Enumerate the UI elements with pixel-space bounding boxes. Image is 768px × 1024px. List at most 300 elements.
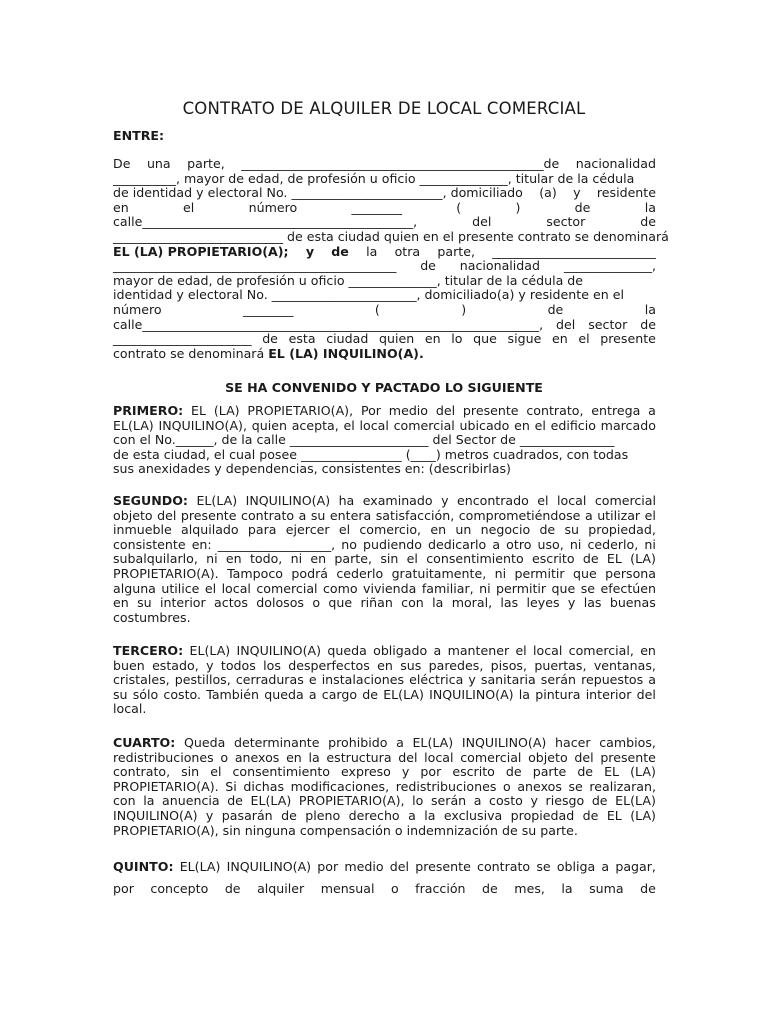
word: en <box>113 595 129 611</box>
word: PROPIETARIO(A), <box>298 793 405 809</box>
word: el <box>406 551 418 567</box>
word: negocio <box>480 522 531 538</box>
word: anexos <box>234 749 280 765</box>
parties-line <box>113 157 656 172</box>
word: se <box>568 778 583 794</box>
word: presente <box>600 331 656 347</box>
parties-line <box>113 347 656 362</box>
word: a <box>396 735 404 750</box>
word: dedicarlo <box>428 536 487 552</box>
word: sector <box>588 316 628 332</box>
entre-label: ENTRE: <box>113 128 165 143</box>
word: estructura <box>326 749 392 765</box>
word: se <box>536 859 551 874</box>
word: identidad y electoral No. _______________________, domiciliado(a) y residente en el <box>113 287 624 303</box>
word: PRIMERO: <box>113 403 184 418</box>
word: de <box>582 808 599 823</box>
word: del <box>389 859 410 874</box>
word: que <box>328 595 353 611</box>
word: comercial <box>393 417 455 433</box>
word: objeto <box>528 749 568 765</box>
segundo-line <box>113 509 656 524</box>
word: parte, <box>187 156 225 171</box>
tercero-line <box>113 688 656 703</box>
word: ha <box>338 493 355 508</box>
word: ________________________________________________de <box>241 156 560 171</box>
word: en <box>225 551 242 567</box>
word: local <box>557 493 587 508</box>
word: (a) <box>539 185 557 201</box>
word: número <box>248 199 298 215</box>
word: presente <box>415 859 471 874</box>
word: edificio <box>550 417 596 433</box>
word: Tampoco <box>227 566 283 581</box>
word: parte, <box>334 551 373 567</box>
word: comercial <box>256 580 318 596</box>
word: de <box>281 808 297 823</box>
word: por <box>420 764 442 780</box>
word: cambios, <box>599 735 656 750</box>
word: marcado <box>600 417 656 433</box>
word: en <box>430 522 447 538</box>
word: permitir <box>514 566 565 581</box>
word: las <box>500 595 519 611</box>
word: no <box>341 536 357 552</box>
word: de <box>331 243 349 259</box>
word: acepta, <box>291 417 339 433</box>
word: ni <box>494 566 507 581</box>
word: objeto <box>113 507 153 523</box>
word: ni <box>479 580 491 596</box>
word: dolosos <box>256 595 304 611</box>
word: el <box>578 331 590 347</box>
segundo-line <box>113 552 656 567</box>
word: EL(LA) <box>412 735 454 750</box>
word: repuestos <box>581 672 644 688</box>
word: de <box>262 331 278 347</box>
word: mes, <box>514 881 545 896</box>
word: parte <box>532 764 567 780</box>
word: cristales, <box>113 672 170 688</box>
word: ) <box>515 199 521 215</box>
word: costo <box>489 793 523 809</box>
word: Por <box>360 403 381 418</box>
tercero-line <box>113 644 656 659</box>
word: interior <box>585 686 632 702</box>
word: de <box>574 199 591 215</box>
word: alquilado <box>181 522 239 538</box>
section-heading: SE HA CONVENIDO Y PACTADO LO SIGUIENTE <box>225 380 543 395</box>
party-name: EL (LA) INQUILINO(A). <box>268 345 424 361</box>
word: y <box>468 672 476 688</box>
word: ________ <box>243 302 294 317</box>
segundo-line <box>113 523 656 538</box>
cuarto-line <box>113 780 656 795</box>
word: mensual <box>320 881 375 896</box>
word: ni <box>569 536 582 552</box>
word: consentimiento <box>232 764 330 780</box>
parties-line <box>113 259 656 274</box>
word: interior <box>159 595 206 611</box>
word: ( <box>374 302 380 317</box>
parties-line <box>113 186 656 201</box>
word: otro <box>506 536 532 552</box>
word: y <box>401 764 410 780</box>
word: sus anexidades y dependencias, consistentes en: (describirlas) <box>113 461 511 477</box>
word: de <box>227 793 243 809</box>
word: a <box>648 672 656 688</box>
word: ni <box>290 551 303 567</box>
word: INQUILINO(A), <box>158 417 247 433</box>
word: utilice <box>161 580 200 596</box>
word: consistente <box>113 536 186 552</box>
word: efectúen <box>600 580 656 596</box>
word: cederlo <box>336 566 384 581</box>
word: con <box>113 793 136 809</box>
word: presente <box>462 403 519 418</box>
quinto-line <box>113 882 656 897</box>
word: sólo <box>132 686 159 702</box>
segundo-line <box>113 596 656 611</box>
word: EL <box>604 764 620 780</box>
segundo-line <box>113 494 656 509</box>
word: entrega <box>591 403 641 418</box>
word: ciudad <box>326 331 369 347</box>
word: mayor de edad, de profesión u oficio ______________, titular de la cédula de <box>113 272 584 288</box>
word: redistribuciones <box>395 778 497 794</box>
word: EL <box>606 808 622 823</box>
word: alguna <box>113 580 156 596</box>
word: comercial, <box>568 643 634 658</box>
word: Si <box>225 778 237 794</box>
word: concepto <box>150 881 209 896</box>
word: o <box>503 778 511 794</box>
cuarto-line <box>113 824 656 839</box>
word: del <box>636 686 656 702</box>
word: todos <box>220 657 256 673</box>
word: presente <box>600 749 656 765</box>
word: obligado <box>373 643 428 658</box>
word: EL(LA) <box>615 793 656 809</box>
word: Queda <box>183 735 226 750</box>
word: el <box>644 507 656 523</box>
word: del <box>472 214 492 230</box>
word: para <box>247 522 277 538</box>
word: PROPIETARIO(A). <box>113 778 219 794</box>
tercero-line <box>113 702 656 717</box>
word: y <box>530 793 538 809</box>
word: y <box>205 808 214 823</box>
word: quien <box>379 331 415 347</box>
word: cargo <box>321 686 358 702</box>
parties-line <box>113 318 656 333</box>
word: el <box>537 493 549 508</box>
parties-line <box>113 274 656 289</box>
word: subalquilarlo, <box>113 551 198 567</box>
word: EL(LA) <box>189 643 231 658</box>
word: calle_______________________________________________________________, <box>113 316 544 332</box>
word: riesgo <box>545 793 585 809</box>
word: anexos <box>517 778 562 794</box>
word: local <box>359 417 389 433</box>
word: __________________________ <box>492 243 656 259</box>
word: fracción <box>415 881 466 896</box>
word: el <box>183 199 195 215</box>
word: uso, <box>537 536 564 552</box>
word: su <box>113 686 128 702</box>
word: utilizar <box>597 507 641 523</box>
word: dichas <box>243 778 285 794</box>
word: permitir <box>496 580 547 596</box>
segundo-line <box>113 611 656 626</box>
word: el <box>534 417 546 433</box>
cuarto-line <box>113 794 656 809</box>
word: o <box>390 881 399 896</box>
word: de <box>577 764 594 780</box>
word: la <box>644 302 656 317</box>
word: EL(LA) <box>179 859 221 874</box>
word: inmueble <box>113 522 172 538</box>
word: nacionalidad <box>575 156 656 171</box>
word: ______________________ <box>113 331 252 347</box>
word: PROPIETARIO(A). <box>113 566 219 581</box>
word: PROPIETARIO(A), sin ninguna compensación o indemnización de su parte. <box>113 822 578 838</box>
word: ) <box>461 302 467 317</box>
word: sin <box>181 764 200 780</box>
word: ( <box>456 199 462 215</box>
word: con el No.______, de la calle ______________________ del Sector de _______________ <box>113 432 615 448</box>
word: gratuitamente, <box>391 566 487 581</box>
word: persona <box>605 566 656 581</box>
word: INQUILINO(A) <box>245 493 331 508</box>
word: sanitaria <box>480 672 536 688</box>
word: el <box>338 522 351 538</box>
word: ubicado <box>459 417 510 433</box>
word: de <box>640 214 656 230</box>
cuarto-line <box>113 736 656 751</box>
word: contrato <box>477 859 531 874</box>
primero-line <box>113 433 656 448</box>
word: y <box>567 595 576 611</box>
word: la <box>424 808 436 823</box>
word: __________________, <box>217 536 336 552</box>
word: en <box>551 331 568 347</box>
primero-line <box>113 419 656 434</box>
word: escrito <box>531 551 575 567</box>
word: los <box>263 657 281 673</box>
word: __________, mayor de edad, de profesión u oficio ______________, titular de la cédula <box>113 170 635 186</box>
word: de <box>539 522 556 538</box>
word: alquiler <box>257 881 305 896</box>
word: INQUILINO(A) <box>226 859 312 874</box>
word: otra <box>394 243 421 259</box>
word: a <box>433 643 442 658</box>
word: comercial <box>594 493 656 508</box>
word: del <box>398 749 418 765</box>
word: contrato <box>241 507 295 523</box>
word: ______________, <box>563 258 656 274</box>
word: calle___________________________________________, <box>113 214 418 230</box>
word: nacionalidad <box>459 258 540 274</box>
word: de <box>640 316 656 332</box>
word: EL <box>191 403 207 418</box>
word: ejercer <box>285 522 330 538</box>
word: ni <box>644 536 656 552</box>
word: sin <box>380 551 399 567</box>
parties-line <box>113 172 656 187</box>
word: ventanas, <box>593 657 656 673</box>
word: y <box>206 657 214 673</box>
word: entera <box>329 507 372 523</box>
word: moral, <box>451 595 493 611</box>
parties-line <box>113 229 669 245</box>
word: pestillos, <box>174 672 231 688</box>
word: EL(LA) <box>250 793 292 809</box>
word: de <box>482 881 498 896</box>
parties-line <box>113 288 656 303</box>
word: derecho <box>348 808 400 823</box>
word: comercio, <box>359 522 422 538</box>
word: escrito <box>452 764 495 780</box>
word: CUARTO: <box>113 735 176 750</box>
parties-line <box>113 332 656 347</box>
word: pisos, <box>490 657 527 673</box>
word: en: <box>191 536 212 552</box>
segundo-line <box>113 567 656 582</box>
word: local <box>533 643 563 658</box>
word: obliga <box>556 859 596 874</box>
word: y <box>573 185 581 201</box>
word: realizaran, <box>589 778 656 794</box>
word: (LA) <box>630 808 656 823</box>
word: serán <box>430 793 467 809</box>
word: buen <box>113 657 145 673</box>
word: la <box>308 749 320 765</box>
word: pasarán <box>221 808 273 823</box>
word: a <box>601 859 610 874</box>
word: suma <box>589 881 624 896</box>
word: o <box>312 595 321 611</box>
word: con <box>401 595 424 611</box>
word: buenas <box>609 595 656 611</box>
word: (LA) <box>630 551 656 567</box>
word: por <box>317 859 339 874</box>
parties-line <box>113 303 656 318</box>
word: propiedad <box>510 808 575 823</box>
word: familiar, <box>421 580 474 596</box>
word: y <box>441 493 449 508</box>
word: (LA) <box>630 764 656 780</box>
word: esta <box>288 331 316 347</box>
word: el <box>204 580 217 596</box>
word: modificaciones, <box>290 778 390 794</box>
word: PROPIETARIO(A), <box>247 403 354 418</box>
word: en <box>286 749 302 765</box>
word: el <box>210 764 222 780</box>
word: de <box>547 302 564 317</box>
word: prohibido <box>328 735 388 750</box>
word: el <box>515 643 527 658</box>
word: lo <box>451 331 463 347</box>
primero-line <box>113 448 656 463</box>
word: de <box>224 881 241 896</box>
word: desperfectos <box>288 657 370 673</box>
word: podrá <box>291 566 328 581</box>
word: local <box>424 749 454 765</box>
parties-line <box>113 215 656 230</box>
word: instalaciones <box>321 672 405 688</box>
word: comercial <box>460 749 522 765</box>
word: en <box>640 643 656 658</box>
word: INQUILINO(A) <box>236 643 322 658</box>
word: en <box>113 199 129 215</box>
word: parte, <box>437 243 475 259</box>
word: examinado <box>362 493 433 508</box>
word: puertas, <box>534 657 587 673</box>
word: de <box>420 258 436 274</box>
word: de esta ciudad, el cual posee ________________ (____) metros cuadrados, con todas <box>113 446 629 462</box>
word: estado, <box>152 657 199 673</box>
word: costumbres. <box>113 609 191 625</box>
word: De <box>113 156 131 171</box>
word: EL(LA) <box>383 686 424 702</box>
word: mantener <box>447 643 510 658</box>
word: cederlo, <box>587 536 639 552</box>
word: determinante <box>233 735 320 750</box>
word: eléctrica <box>409 672 464 688</box>
word: de identidad y electoral No. ________________________, domiciliado <box>113 185 523 201</box>
word: en <box>514 417 530 433</box>
parties-line <box>113 245 656 260</box>
word: anuencia <box>162 793 220 809</box>
word: residente <box>596 185 656 201</box>
word: queda <box>264 686 304 702</box>
cuarto-line <box>113 765 656 780</box>
quinto-line <box>113 860 656 875</box>
word: EL <box>606 551 622 567</box>
segundo-line <box>113 582 656 597</box>
word: de <box>640 881 656 896</box>
word: o <box>220 749 229 765</box>
word: presente <box>180 507 237 523</box>
word: a <box>473 793 482 809</box>
word: la <box>432 595 444 611</box>
word: (LA) <box>213 403 240 418</box>
word: EL (LA) PROPIETARIO(A); <box>113 243 289 259</box>
word: vivienda <box>363 580 417 596</box>
word: ni <box>206 551 218 567</box>
word: una <box>146 156 171 171</box>
word: medio <box>344 859 384 874</box>
word: su <box>310 507 326 523</box>
word: en <box>424 331 441 347</box>
word: y <box>305 243 315 259</box>
word: la <box>518 686 531 702</box>
word: pudiendo <box>363 536 422 552</box>
word: INQUILINO(A) <box>429 686 514 702</box>
word: por <box>113 881 134 896</box>
word: sus <box>400 657 422 673</box>
word: quien <box>251 417 287 433</box>
word: como <box>322 580 358 596</box>
word: en <box>310 551 327 567</box>
word: cerraduras <box>235 672 304 688</box>
word: contrato, <box>526 403 584 418</box>
word: pintura <box>535 686 581 702</box>
word: que <box>473 331 497 347</box>
line-text: contrato se denominará <box>113 345 269 361</box>
word: local. <box>113 701 147 717</box>
